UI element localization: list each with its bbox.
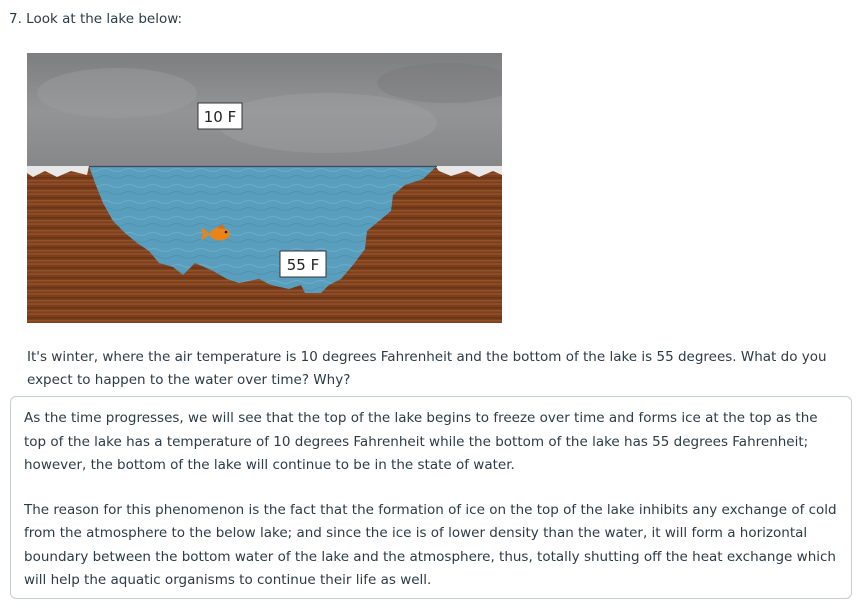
answer-paragraph: The reason for this phenomenon is the fact that the formation of ice on the top of the lake inhibits any exchange of cold from the atmosphere to the below lake; and since the ice is of lower density than the water, it will form a horizontal boundary between the bottom water of the lake and the atmosphere, thus, totally shutting off the heat exchange which will help the aquatic organisms to continue their life as well. [24, 501, 837, 588]
question-title: 7. Look at the lake below: [9, 11, 183, 27]
question-prompt: It's winter, where the air temperature is 10 degrees Fahrenheit and the bottom of the lake is 55 degrees. What do you expect to happen to the water over time? Why? [27, 349, 827, 388]
answer-paragraph: As the time progresses, we will see that the top of the lake begins to freeze over time and forms ice at the top as the top of the lake has a temperature of 10 degrees Fahrenheit while the bottom of the lake has 55 degrees Fahrenheit; however, the bottom of the lake will continue to be in the state of water. [24, 410, 818, 473]
water-temp-text: 55 F [286, 256, 320, 274]
answer-box [10, 396, 852, 599]
lake-figure [27, 53, 502, 323]
air-temp-text: 10 F [203, 108, 237, 126]
